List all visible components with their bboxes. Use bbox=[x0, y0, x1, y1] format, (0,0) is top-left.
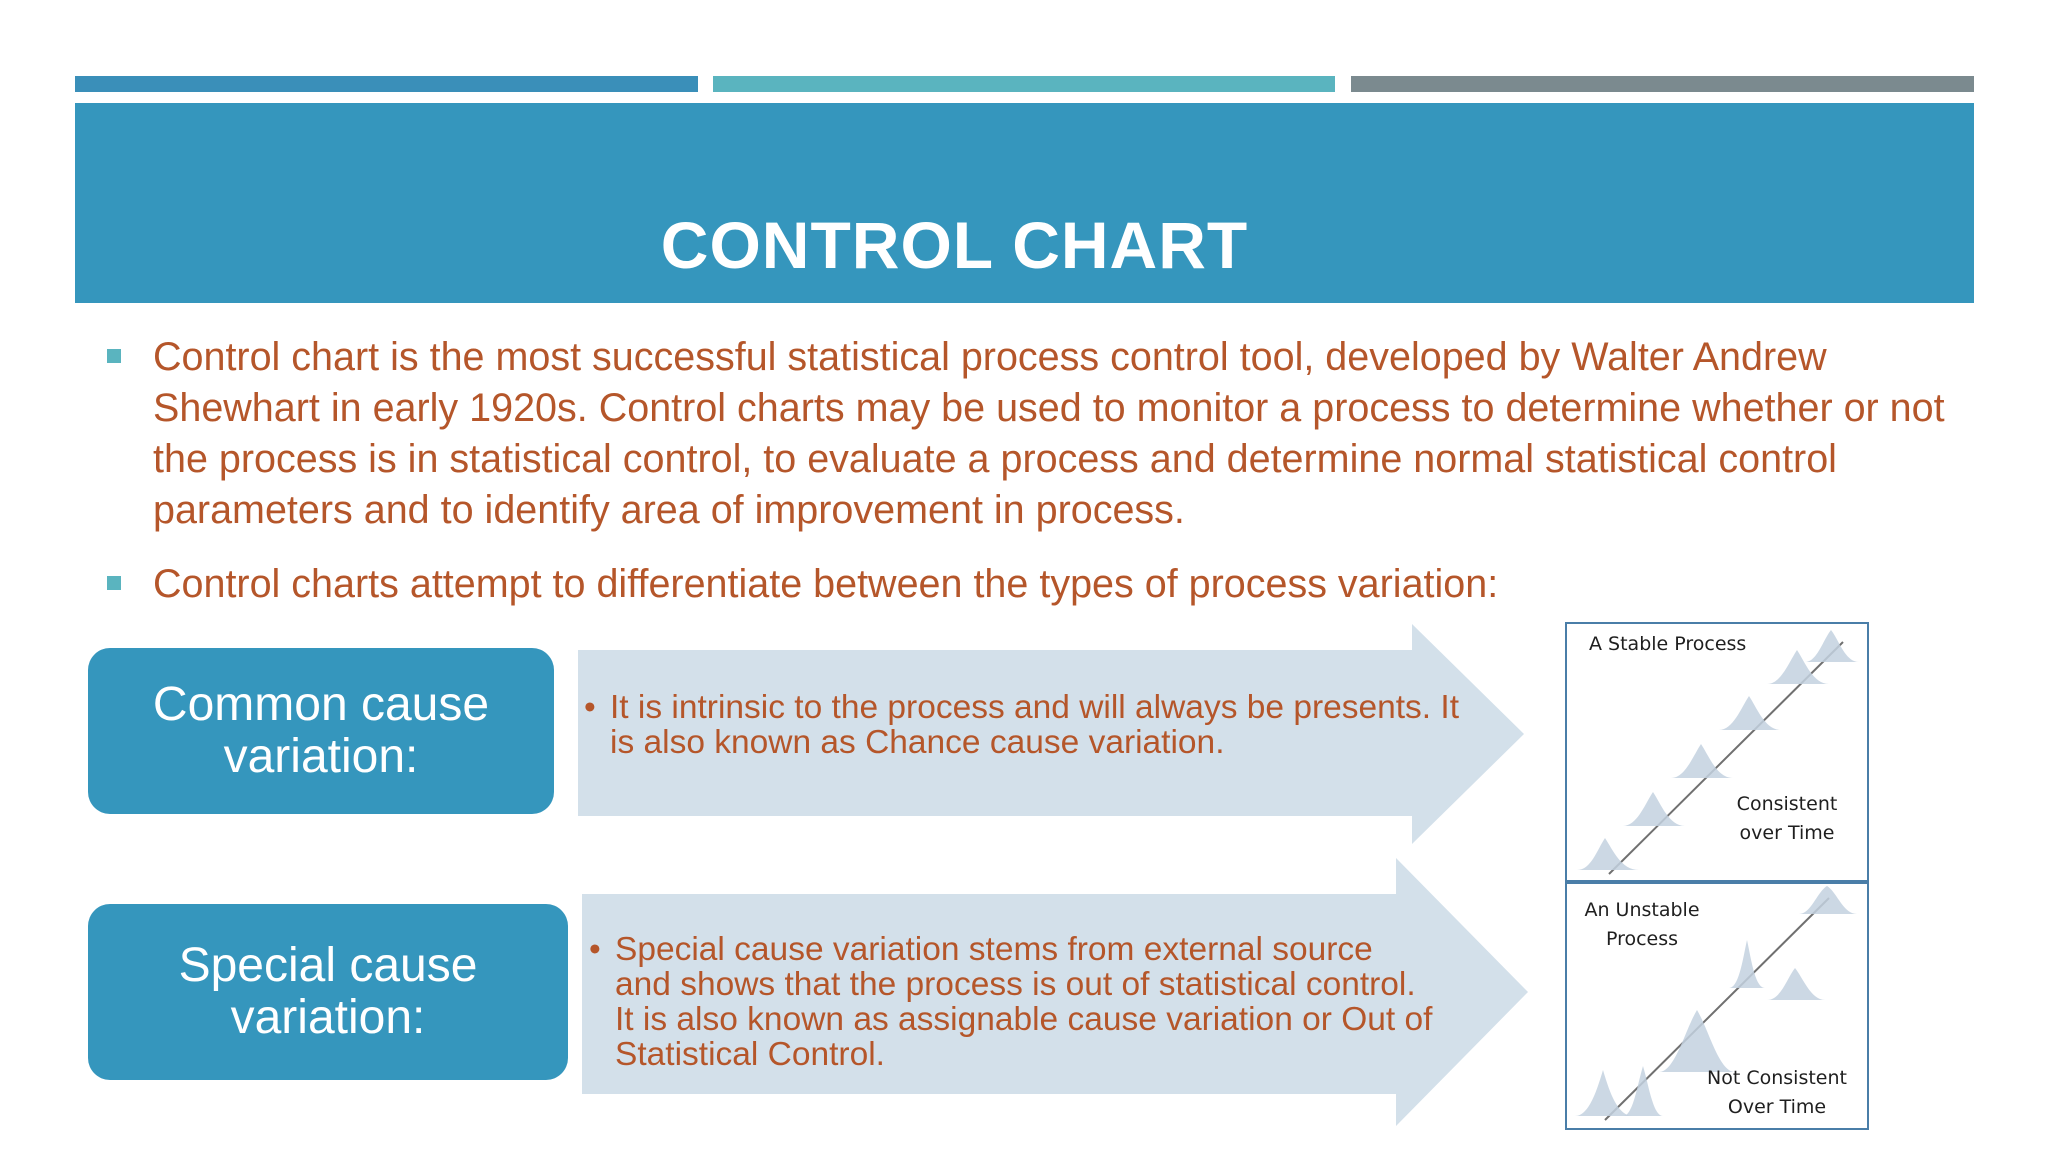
special-cause-label-line2: variation: bbox=[230, 991, 426, 1044]
stable-process-panel bbox=[1565, 622, 1869, 882]
special-cause-box bbox=[88, 904, 568, 1080]
bullet-dot-icon: • bbox=[584, 689, 596, 726]
special-cause-description bbox=[589, 931, 1435, 1073]
accent-stripe-teal bbox=[713, 76, 1335, 92]
bullet-text: Control chart is the most successful statistical process control tool, developed by Walter Andrew Shewhart in early 1920s. Control charts may be used to monitor a process to determine whether or not the process is in statistical control, to evaluate a process and determine normal statistical control parameters and to identify area of improvement in process. bbox=[153, 335, 1945, 532]
caption-line: Not Consistent bbox=[1707, 1067, 1847, 1089]
stable-process-title: A Stable Process bbox=[1589, 633, 1747, 655]
title-line: An Unstable bbox=[1584, 899, 1700, 921]
common-cause-description-text: It is intrinsic to the process and will always be presents. It is also known as Chance cause variation. bbox=[610, 689, 1460, 761]
special-cause-label-line1: Special cause bbox=[178, 939, 478, 992]
bullet-dot-icon: • bbox=[589, 931, 601, 968]
bullet-item bbox=[105, 559, 1985, 610]
common-cause-box bbox=[88, 648, 554, 814]
unstable-process-title bbox=[1577, 896, 1707, 954]
accent-stripe-blue bbox=[75, 76, 698, 92]
bullet-list bbox=[105, 332, 1985, 633]
title-line: Process bbox=[1605, 928, 1679, 950]
common-cause-label-line2: variation: bbox=[223, 730, 419, 783]
common-cause-description bbox=[584, 689, 1470, 761]
accent-stripe-gray bbox=[1351, 76, 1974, 92]
square-bullet-icon bbox=[107, 349, 121, 363]
caption-line: Consistent bbox=[1736, 793, 1838, 815]
slide-title: CONTROL CHART bbox=[660, 208, 1249, 282]
stable-process-caption bbox=[1717, 790, 1857, 848]
unstable-process-panel bbox=[1565, 882, 1869, 1130]
special-cause-description-text: Special cause variation stems from external source and shows that the process is out of statistical control. It is also known as assignable cause variation or Out of Statistical Control. bbox=[615, 931, 1433, 1073]
caption-line: Over Time bbox=[1727, 1096, 1827, 1118]
common-cause-label-line1: Common cause bbox=[152, 678, 490, 731]
bullet-text: Control charts attempt to differentiate between the types of process variation: bbox=[153, 562, 1499, 606]
bullet-item bbox=[105, 332, 1985, 536]
unstable-process-caption bbox=[1697, 1064, 1857, 1122]
square-bullet-icon bbox=[107, 576, 121, 590]
caption-line: over Time bbox=[1739, 822, 1835, 844]
